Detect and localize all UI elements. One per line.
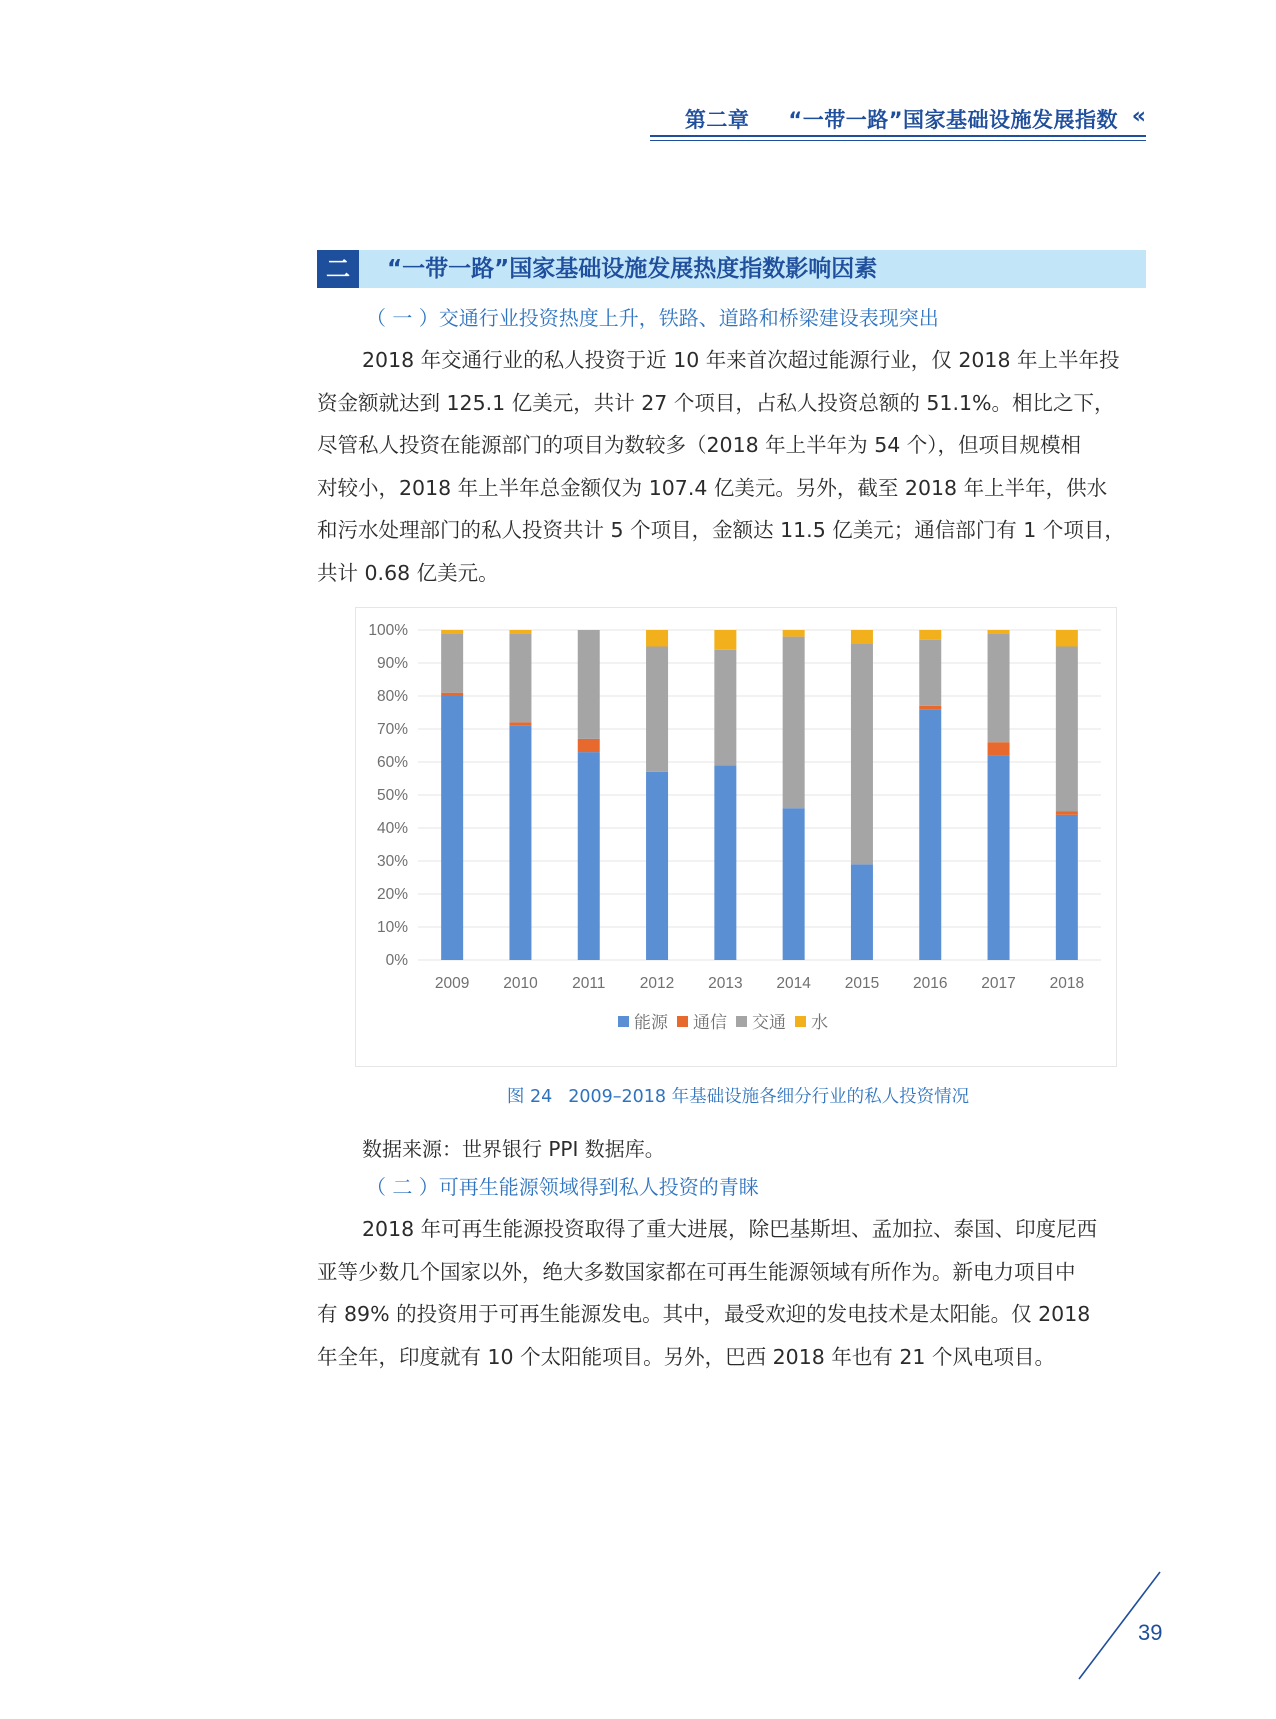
bar-segment — [714, 630, 736, 650]
stacked-bar-chart — [355, 607, 1117, 1067]
y-tick-label: 60% — [376, 754, 408, 771]
y-tick-label: 0% — [385, 952, 408, 969]
legend-swatch — [736, 1016, 747, 1027]
chevron-left-icon: « — [1131, 104, 1146, 129]
bar-segment — [1056, 647, 1078, 812]
bar-segment — [783, 808, 805, 960]
paragraph-line: 尽管私人投资在能源部门的项目为数较多（2018 年上半年为 54 个），但项目规模相 — [317, 433, 1082, 457]
x-tick-label: 2011 — [572, 975, 606, 992]
bar-segment — [988, 630, 1010, 633]
y-tick-label: 50% — [376, 787, 408, 804]
chapter-label: 第二章 — [684, 108, 750, 132]
legend-label: 能源 — [634, 1013, 668, 1033]
bar-segment — [919, 630, 941, 640]
paragraph-line: 年全年，印度就有 10 个太阳能项目。另外，巴西 2018 年也有 21 个风电项目。 — [317, 1344, 1055, 1369]
figure-caption-text: 2009–2018 年基础设施各细分行业的私人投资情况 — [568, 1087, 970, 1107]
bar-segment — [783, 630, 805, 637]
bar-segment — [919, 706, 941, 709]
bar-segment — [509, 726, 531, 960]
y-tick-label: 10% — [376, 919, 408, 936]
bar-segment — [1056, 630, 1078, 647]
x-tick-label: 2009 — [434, 975, 470, 992]
chart-canvas — [356, 608, 1116, 1066]
header-rule — [650, 135, 1146, 137]
bar-segment — [509, 630, 531, 633]
bar-segment — [578, 739, 600, 752]
legend-swatch — [795, 1016, 806, 1027]
y-tick-label: 90% — [376, 655, 408, 672]
bar-segment — [851, 643, 873, 864]
y-tick-label: 100% — [368, 622, 408, 639]
running-header-text — [685, 104, 1118, 134]
bar-segment — [1056, 815, 1078, 960]
y-tick-label: 30% — [376, 853, 408, 870]
bar-segment — [441, 696, 463, 960]
bar-segment — [646, 647, 668, 772]
x-tick-label: 2016 — [913, 975, 948, 992]
chapter-title: “一带一路”国家基础设施发展指数 — [788, 108, 1118, 132]
paragraph-line: 资金额就达到 125.1 亿美元，共计 27 个项目，占私人投资总额的 51.1%。相比之下， — [317, 390, 1115, 415]
paragraph-line: 亚等少数几个国家以外，绝大多数国家都在可再生能源领域有所作为。新电力项目中 — [317, 1259, 1076, 1284]
bar-segment — [919, 640, 941, 706]
subsection-heading-1: （ 一 ）交通行业投资热度上升，铁路、道路和桥梁建设表现突出 — [366, 306, 939, 330]
page-number: 39 — [1138, 1620, 1163, 1645]
header-rule-thin — [650, 140, 1146, 141]
bar-segment — [988, 755, 1010, 960]
paragraph-line: 2018 年交通行业的私人投资于近 10 年来首次超过能源行业，仅 2018 年上半年投 — [362, 348, 1120, 372]
paragraph-2 — [317, 1208, 1148, 1378]
bar-segment — [919, 709, 941, 960]
legend-label: 水 — [811, 1013, 828, 1033]
x-tick-label: 2014 — [776, 975, 811, 992]
bar-segment — [646, 772, 668, 960]
y-tick-label: 70% — [376, 721, 408, 738]
legend-label: 通信 — [693, 1013, 727, 1033]
bar-segment — [441, 633, 463, 692]
bar-segment — [578, 630, 600, 739]
bar-segment — [509, 722, 531, 725]
bar-segment — [714, 765, 736, 960]
bar-segment — [851, 630, 873, 643]
paragraph-line: 有 89% 的投资用于可再生能源发电。其中，最受欢迎的发电技术是太阳能。仅 2018 — [317, 1302, 1091, 1326]
bar-segment — [988, 633, 1010, 742]
bar-segment — [441, 630, 463, 633]
x-tick-label: 2012 — [639, 975, 675, 992]
bar-segment — [714, 650, 736, 766]
paragraph-1 — [317, 339, 1148, 594]
x-tick-label: 2010 — [503, 975, 538, 992]
paragraph-line: 共计 0.68 亿美元。 — [317, 560, 499, 585]
y-tick-label: 20% — [376, 886, 408, 903]
subsection-heading-2: （ 二 ）可再生能源领域得到私人投资的青睐 — [366, 1175, 759, 1199]
legend-swatch — [618, 1016, 629, 1027]
bar-segment — [578, 752, 600, 960]
bar-segment — [1056, 812, 1078, 815]
section-title: “一带一路”国家基础设施发展热度指数影响因素 — [387, 256, 878, 282]
y-tick-label: 40% — [376, 820, 408, 837]
x-tick-label: 2018 — [1049, 975, 1085, 992]
y-tick-label: 80% — [376, 688, 408, 705]
paragraph-line: 和污水处理部门的私人投资共计 5 个项目，金额达 11.5 亿美元；通信部门有 1 个项目， — [317, 518, 1125, 542]
bar-segment — [988, 742, 1010, 755]
x-tick-label: 2015 — [844, 975, 880, 992]
x-tick-label: 2013 — [708, 975, 743, 992]
section-number: 二 — [317, 250, 359, 288]
bar-segment — [509, 633, 531, 722]
section-heading — [317, 250, 1146, 288]
x-tick-label: 2017 — [981, 975, 1016, 992]
data-source-note: 数据来源：世界银行 PPI 数据库。 — [362, 1137, 665, 1161]
bar-segment — [851, 864, 873, 960]
legend-label: 交通 — [752, 1013, 786, 1033]
paragraph-line: 2018 年可再生能源投资取得了重大进展，除巴基斯坦、孟加拉、泰国、印度尼西 — [362, 1217, 1098, 1241]
figure-caption — [0, 1083, 1276, 1108]
legend-swatch — [677, 1016, 688, 1027]
bar-segment — [783, 637, 805, 809]
bar-segment — [646, 630, 668, 647]
figure-number: 图 24 — [506, 1087, 553, 1107]
paragraph-line: 对较小，2018 年上半年总金额仅为 107.4 亿美元。另外，截至 2018 年上半年，供水 — [317, 475, 1108, 500]
bar-segment — [441, 693, 463, 696]
